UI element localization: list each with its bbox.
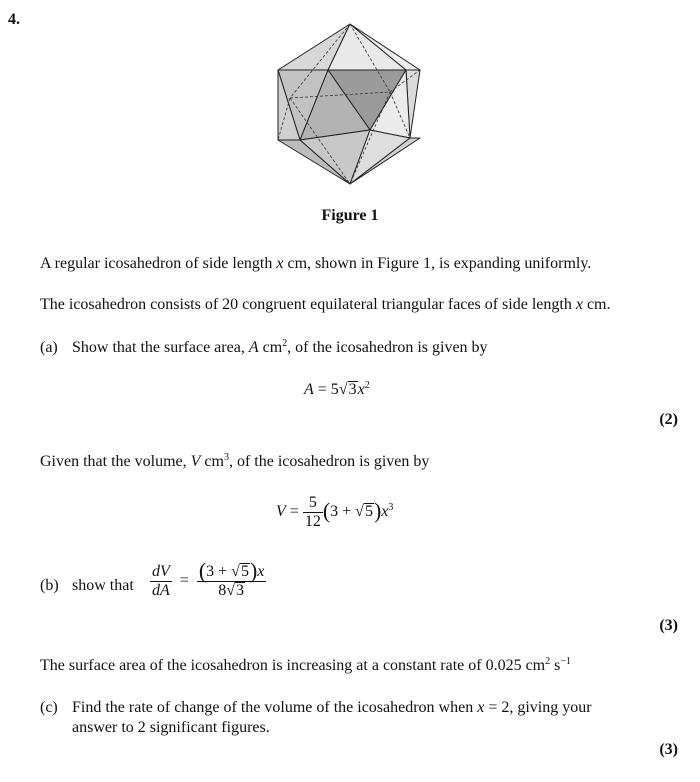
question-number: 4. — [8, 11, 20, 28]
derivative-formula: $\frac{dV}{dA}$ = $\frac{(3 + √5)x}{8√3}$ — [152, 558, 265, 599]
part-c-line-2: answer to 2 significant figures. — [72, 719, 270, 736]
part-b-label: (b) — [40, 577, 59, 594]
part-c-label: (c) — [40, 699, 58, 716]
icosahedron-figure — [270, 20, 430, 188]
part-a-text: Show that the surface area, A $cm^2$, of the icosahedron is given by — [72, 338, 488, 356]
rate-line: The surface area of the icosahedron is increasing at a constant rate of 0.025 $cm^2$ $s^{-1}$ — [40, 656, 571, 674]
given-volume-text: Given that the volume, V $cm^3$, of the icosahedron is given by — [40, 452, 430, 470]
part-c-line-1: Find the rate of change of the volume of the icosahedron when x = 2, giving your — [72, 699, 592, 716]
part-a-marks: (2) — [659, 411, 678, 428]
intro-line-1: A regular icosahedron of side length x cm, shown in Figure 1, is expanding uniformly. — [40, 255, 592, 272]
part-c-marks: (3) — [659, 741, 678, 758]
part-a-label: (a) — [40, 339, 58, 356]
volume-formula: V = $\frac{5}{12}$ $(3 + √5)x^3$ — [276, 494, 394, 530]
figure-caption: Figure 1 — [321, 207, 379, 224]
surface-area-formula: $A = 5√3x^2$ — [304, 380, 370, 398]
part-b-text: show that — [72, 577, 134, 594]
intro-line-2: The icosahedron consists of 20 congruent equilateral triangular faces of side length x cm. — [40, 296, 611, 313]
part-b-marks: (3) — [659, 617, 678, 634]
